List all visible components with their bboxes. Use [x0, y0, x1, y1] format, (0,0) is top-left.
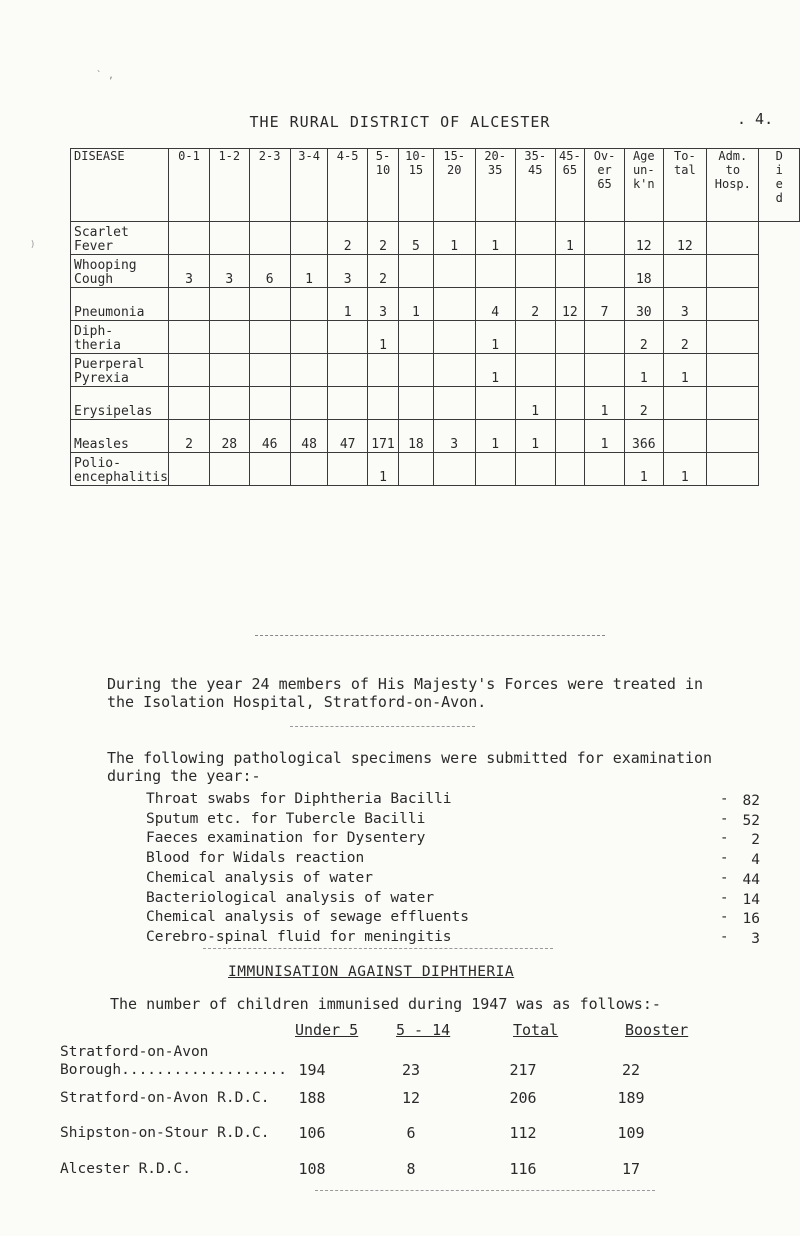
table-cell: 30 — [625, 288, 663, 321]
table-cell: 1 — [433, 222, 475, 255]
table-cell — [555, 255, 584, 288]
table-cell: 1 — [475, 222, 515, 255]
header-col: 0-1 — [168, 149, 209, 222]
table-cell: 1 — [328, 288, 367, 321]
header-col: 2-3 — [249, 149, 290, 222]
specimen-count-value: 82 — [742, 793, 760, 809]
table-cell: 1 — [625, 453, 663, 486]
immunisation-intro: The number of children immunised during 1947 was as follows:- — [110, 995, 661, 1013]
disease-name: Measles — [71, 420, 169, 453]
divider — [315, 1190, 655, 1191]
table-cell — [585, 321, 625, 354]
table-row — [71, 354, 800, 387]
header-col: 10- 15 — [399, 149, 434, 222]
table-cell — [290, 453, 328, 486]
table-cell — [399, 255, 434, 288]
table-cell: 171 — [367, 420, 398, 453]
table-cell — [399, 354, 434, 387]
disease-name: Pneumonia — [71, 288, 169, 321]
header-col: Ov- er 65 — [585, 149, 625, 222]
table-cell — [367, 387, 398, 420]
table-cell — [475, 387, 515, 420]
table-cell — [168, 354, 209, 387]
immunisation-value: 22 — [621, 1061, 641, 1079]
table-cell — [168, 321, 209, 354]
district-label: Shipston-on-Stour R.D.C. — [60, 1125, 270, 1141]
column-header: 5 - 14 — [396, 1021, 451, 1039]
table-cell: 1 — [663, 453, 707, 486]
table-cell — [707, 354, 759, 387]
table-cell: 12 — [625, 222, 663, 255]
page-number: . 4. — [737, 110, 774, 128]
immunisation-value: 6 — [406, 1124, 416, 1142]
table-cell: 3 — [433, 420, 475, 453]
table-cell — [707, 453, 759, 486]
table-cell — [433, 354, 475, 387]
table-cell: 18 — [399, 420, 434, 453]
table-cell: 2 — [328, 222, 367, 255]
immunisation-value: 112 — [509, 1124, 537, 1142]
table-cell: 1 — [585, 420, 625, 453]
table-cell: 5 — [399, 222, 434, 255]
table-cell: 1 — [585, 387, 625, 420]
table-cell — [249, 387, 290, 420]
table-cell — [515, 321, 555, 354]
forces-paragraph: During the year 24 members of His Majesty's Forces were treated in the Isolation Hospital, Stratford-on-Avon. — [107, 675, 704, 711]
specimen-count-value: 4 — [751, 852, 760, 869]
table-cell: 28 — [210, 420, 249, 453]
leader-dash: - — [720, 791, 729, 807]
leader-dash: - — [720, 889, 729, 906]
immunisation-value: 217 — [509, 1061, 537, 1079]
table-cell: 1 — [475, 354, 515, 387]
table-cell: 2 — [367, 222, 398, 255]
table-cell — [707, 387, 759, 420]
table-cell: 12 — [555, 288, 584, 321]
table-row — [71, 420, 800, 453]
table-cell — [555, 354, 584, 387]
specimen-label: Bacteriological analysis of water — [146, 889, 435, 906]
table-cell: 2 — [625, 321, 663, 354]
specimen-label: Sputum etc. for Tubercle Bacilli — [146, 810, 426, 827]
scan-mark: ` , — [96, 70, 115, 81]
table-cell: 3 — [663, 288, 707, 321]
table-row — [71, 222, 800, 255]
table-cell: 1 — [663, 354, 707, 387]
specimen-label: Throat swabs for Diphtheria Bacilli — [146, 791, 452, 807]
table-cell: 48 — [290, 420, 328, 453]
divider — [203, 948, 553, 949]
table-cell — [585, 255, 625, 288]
header-col: 15- 20 — [433, 149, 475, 222]
district-label: Stratford-on-Avon Borough................... — [60, 1044, 287, 1078]
table-cell — [555, 420, 584, 453]
table-cell — [210, 222, 249, 255]
immunisation-value: 116 — [509, 1160, 537, 1178]
table-cell — [707, 222, 759, 255]
table-cell: 1 — [515, 387, 555, 420]
specimen-count-value: 2 — [751, 832, 760, 849]
immunisation-value: 23 — [401, 1061, 421, 1079]
table-cell — [707, 321, 759, 354]
district-label: Stratford-on-Avon R.D.C. — [60, 1090, 270, 1106]
specimen-label: Cerebro-spinal fluid for meningitis — [146, 928, 452, 945]
leader-dash: - — [720, 909, 729, 926]
table-cell — [515, 453, 555, 486]
immunisation-value: 189 — [617, 1089, 645, 1107]
table-cell: 2 — [625, 387, 663, 420]
table-cell — [515, 255, 555, 288]
table-cell — [249, 288, 290, 321]
immunisation-value: 108 — [298, 1160, 326, 1178]
table-cell — [585, 222, 625, 255]
table-cell — [433, 255, 475, 288]
header-disease: DISEASE — [71, 149, 169, 222]
table-cell: 12 — [663, 222, 707, 255]
table-row — [71, 453, 800, 486]
table-cell — [585, 354, 625, 387]
header-col: 20- 35 — [475, 149, 515, 222]
table-cell: 3 — [367, 288, 398, 321]
column-header: Total — [513, 1021, 559, 1039]
table-cell: 47 — [328, 420, 367, 453]
disease-name: Erysipelas — [71, 387, 169, 420]
specimen-count-value: 14 — [742, 891, 760, 908]
specimen-label: Blood for Widals reaction — [146, 850, 365, 867]
immunisation-value: 106 — [298, 1124, 326, 1142]
table-cell — [290, 288, 328, 321]
disease-name: Scarlet Fever — [71, 222, 169, 255]
table-cell — [555, 321, 584, 354]
header-col: 45- 65 — [555, 149, 584, 222]
table-cell: 1 — [475, 321, 515, 354]
table-cell — [399, 321, 434, 354]
table-cell: 4 — [475, 288, 515, 321]
divider — [255, 635, 605, 636]
table-cell — [399, 387, 434, 420]
table-cell — [707, 255, 759, 288]
table-cell — [433, 453, 475, 486]
table-cell — [367, 354, 398, 387]
table-cell — [290, 321, 328, 354]
table-cell — [210, 354, 249, 387]
table-cell — [249, 222, 290, 255]
header-col: 35- 45 — [515, 149, 555, 222]
table-cell — [707, 420, 759, 453]
table-cell — [249, 453, 290, 486]
table-cell: 1 — [399, 288, 434, 321]
table-cell — [249, 321, 290, 354]
immunisation-value: 8 — [406, 1160, 416, 1178]
specimen-count-value: 44 — [742, 871, 760, 888]
header-col: To- tal — [663, 149, 707, 222]
immunisation-value: 109 — [617, 1124, 645, 1142]
table-header-row — [71, 149, 800, 222]
table-cell: 3 — [210, 255, 249, 288]
table-cell — [399, 453, 434, 486]
table-cell: 1 — [367, 453, 398, 486]
specimen-count-value: 52 — [742, 812, 760, 829]
table-cell — [555, 453, 584, 486]
disease-name: Whooping Cough — [71, 255, 169, 288]
disease-table — [70, 148, 800, 486]
header-col: Age un- k'n — [625, 149, 663, 222]
table-cell — [555, 387, 584, 420]
header-col: 5- 10 — [367, 149, 398, 222]
disease-name: Diph- theria — [71, 321, 169, 354]
district-label: Alcester R.D.C. — [60, 1161, 191, 1177]
table-cell: 1 — [475, 420, 515, 453]
specimens-intro: The following pathological specimens were submitted for examination during the year:- — [107, 749, 713, 785]
table-cell — [475, 453, 515, 486]
table-cell: 3 — [168, 255, 209, 288]
table-cell — [515, 354, 555, 387]
table-cell — [210, 321, 249, 354]
table-cell: 366 — [625, 420, 663, 453]
table-cell: 7 — [585, 288, 625, 321]
immunisation-value: 194 — [298, 1061, 326, 1079]
table-cell — [475, 255, 515, 288]
leader-dash: - — [720, 850, 729, 867]
table-cell — [210, 387, 249, 420]
table-cell: 46 — [249, 420, 290, 453]
divider — [290, 726, 475, 727]
table-cell — [585, 453, 625, 486]
table-cell — [515, 222, 555, 255]
table-row — [71, 255, 800, 288]
table-cell — [249, 354, 290, 387]
specimen-count-value: 16 — [742, 911, 760, 928]
leader-dash: - — [720, 869, 729, 886]
disease-name: Puerperal Pyrexia — [71, 354, 169, 387]
leader-dash: - — [720, 830, 729, 847]
column-header: Booster — [625, 1021, 689, 1039]
table-cell: 1 — [555, 222, 584, 255]
immunisation-title: IMMUNISATION AGAINST DIPHTHERIA — [228, 964, 515, 980]
immunisation-value: 12 — [401, 1089, 421, 1107]
leader-dash: - — [720, 810, 729, 827]
table-cell — [168, 453, 209, 486]
table-cell: 1 — [367, 321, 398, 354]
table-cell: 18 — [625, 255, 663, 288]
header-col: Adm. to Hosp. — [707, 149, 759, 222]
immunisation-value: 17 — [621, 1160, 641, 1178]
table-row — [71, 321, 800, 354]
table-cell — [433, 321, 475, 354]
header-col: 4-5 — [328, 149, 367, 222]
table-cell — [290, 222, 328, 255]
specimen-label: Faeces examination for Dysentery — [146, 830, 426, 847]
table-row — [71, 387, 800, 420]
table-cell: 1 — [625, 354, 663, 387]
table-cell: 1 — [515, 420, 555, 453]
immunisation-value: 206 — [509, 1089, 537, 1107]
table-cell — [433, 387, 475, 420]
leader-dash: - — [720, 928, 729, 945]
table-cell — [168, 222, 209, 255]
header-col: 3-4 — [290, 149, 328, 222]
table-cell: 2 — [168, 420, 209, 453]
immunisation-value: 188 — [298, 1089, 326, 1107]
table-cell: 6 — [249, 255, 290, 288]
table-cell — [663, 387, 707, 420]
specimen-label: Chemical analysis of sewage effluents — [146, 909, 470, 926]
table-cell — [210, 288, 249, 321]
table-cell — [168, 387, 209, 420]
table-row — [71, 288, 800, 321]
specimen-label: Chemical analysis of water — [146, 869, 373, 886]
header-col: 1-2 — [210, 149, 249, 222]
table-cell — [663, 255, 707, 288]
table-cell: 2 — [663, 321, 707, 354]
table-cell — [168, 288, 209, 321]
specimen-count-value: 3 — [751, 930, 760, 947]
table-cell — [290, 354, 328, 387]
table-cell — [328, 354, 367, 387]
table-cell — [707, 288, 759, 321]
table-cell: 1 — [290, 255, 328, 288]
table-cell — [328, 321, 367, 354]
table-cell — [290, 387, 328, 420]
table-cell: 2 — [515, 288, 555, 321]
table-cell — [328, 453, 367, 486]
table-cell — [663, 420, 707, 453]
header-col: D i e d — [759, 149, 800, 222]
scan-mark: ) — [30, 240, 36, 250]
column-header: Under 5 — [295, 1021, 359, 1039]
table-cell — [328, 387, 367, 420]
table-cell: 3 — [328, 255, 367, 288]
disease-name: Polio- encephalitis — [71, 453, 169, 486]
table-cell — [433, 288, 475, 321]
table-cell — [210, 453, 249, 486]
page-title: THE RURAL DISTRICT OF ALCESTER — [249, 113, 551, 131]
table-cell: 2 — [367, 255, 398, 288]
